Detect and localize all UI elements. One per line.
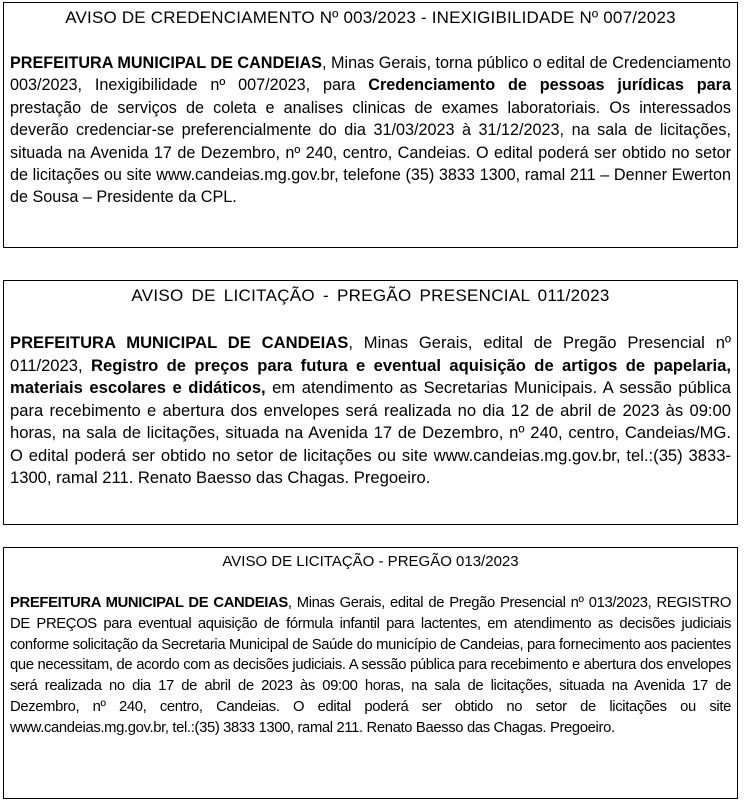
notice-pregao-011 — [3, 280, 738, 525]
body-text-part: , Minas Gerais, edital de Pregão Presencial nº 013/2023, REGISTRO DE PREÇOS para eventual aquisição de fórmula infantil para lactentes, em atendimento as decisões judiciais conforme solicitação da Secretaria Municipal de Saúde do município de Candeias, para fornecimento aos pacientes que necessitam, de acordo com as decisões judiciais. A sessão pública para recebimento e abertura dos envelopes será realizada no dia 17 de abril de 2023 às 09:00 horas, na sala de licitações, situada na Avenida 17 de Dezembro, nº 240, centro, Candeias. O edital poderá ser obtido no setor de licitações ou site www.candeias.mg.gov.br, tel.:(35) 3833 1300, ramal 211. Renato Baesso das Chagas. Pregoeiro. — [10, 595, 731, 736]
notice-credenciamento — [3, 2, 738, 248]
organization-name: PREFEITURA MUNICIPAL DE CANDEIAS — [10, 333, 349, 352]
notice-title: AVISO DE LICITAÇÃO - PREGÃO 013/2023 — [222, 553, 519, 570]
notice-body — [10, 593, 731, 739]
body-text-part: em atendimento as Secretarias Municipais. A sessão pública para recebimento e abertura dos envelopes será realizada no dia 12 de abril de 2023 às 09:00 horas, na sala de licitações, situada na Avenida 17 de Dezembro, nº 240, centro, Candeias/MG. O edital poderá ser obtido no setor de licitações ou site www.candeias.mg.gov.br, tel.:(35) 3833-1300, ramal 211. Renato Baesso das Chagas. Pregoeiro. — [10, 378, 731, 487]
notice-body — [10, 332, 731, 490]
body-text-part: , Minas Gerais, torna público o edital de Credenciamento 003/2023, Inexigibilidade nº 007/2023, para — [10, 54, 731, 95]
organization-name: PREFEITURA MUNICIPAL DE CANDEIAS — [10, 54, 322, 72]
organization-name: PREFEITURA MUNICIPAL DE CANDEIAS — [10, 595, 288, 611]
body-text-part: , Minas Gerais, edital de Pregão Presencial nº 011/2023, — [10, 333, 731, 375]
notice-pregao-013 — [3, 547, 738, 799]
object-highlight: Registro de preços para futura e eventual aquisição de artigos de papelaria, materiais escolares e didáticos, — [10, 355, 731, 397]
notice-title: AVISO DE CREDENCIAMENTO Nº 003/2023 - INEXIGIBILIDADE Nº 007/2023 — [65, 8, 676, 27]
notice-body — [10, 52, 731, 209]
body-text-part: prestação de serviços de coleta e analises clinicas de exames laboratoriais. Os interessados deverão credenciar-se preferencialmente do dia 31/03/2023 à 31/12/2023, na sala de licitações, situada na Avenida 17 de Dezembro, nº 240, centro, Candeias. O edital poderá ser obtido no setor de licitações ou site www.candeias.mg.gov.br, telefone (35) 3833 1300, ramal 211 – Denner Ewerton de Sousa – Presidente da CPL. — [10, 98, 731, 207]
notice-title: AVISO DE LICITAÇÃO - PREGÃO PRESENCIAL 011/2023 — [131, 286, 610, 305]
object-highlight: Credenciamento de pessoas jurídicas para — [368, 76, 731, 95]
